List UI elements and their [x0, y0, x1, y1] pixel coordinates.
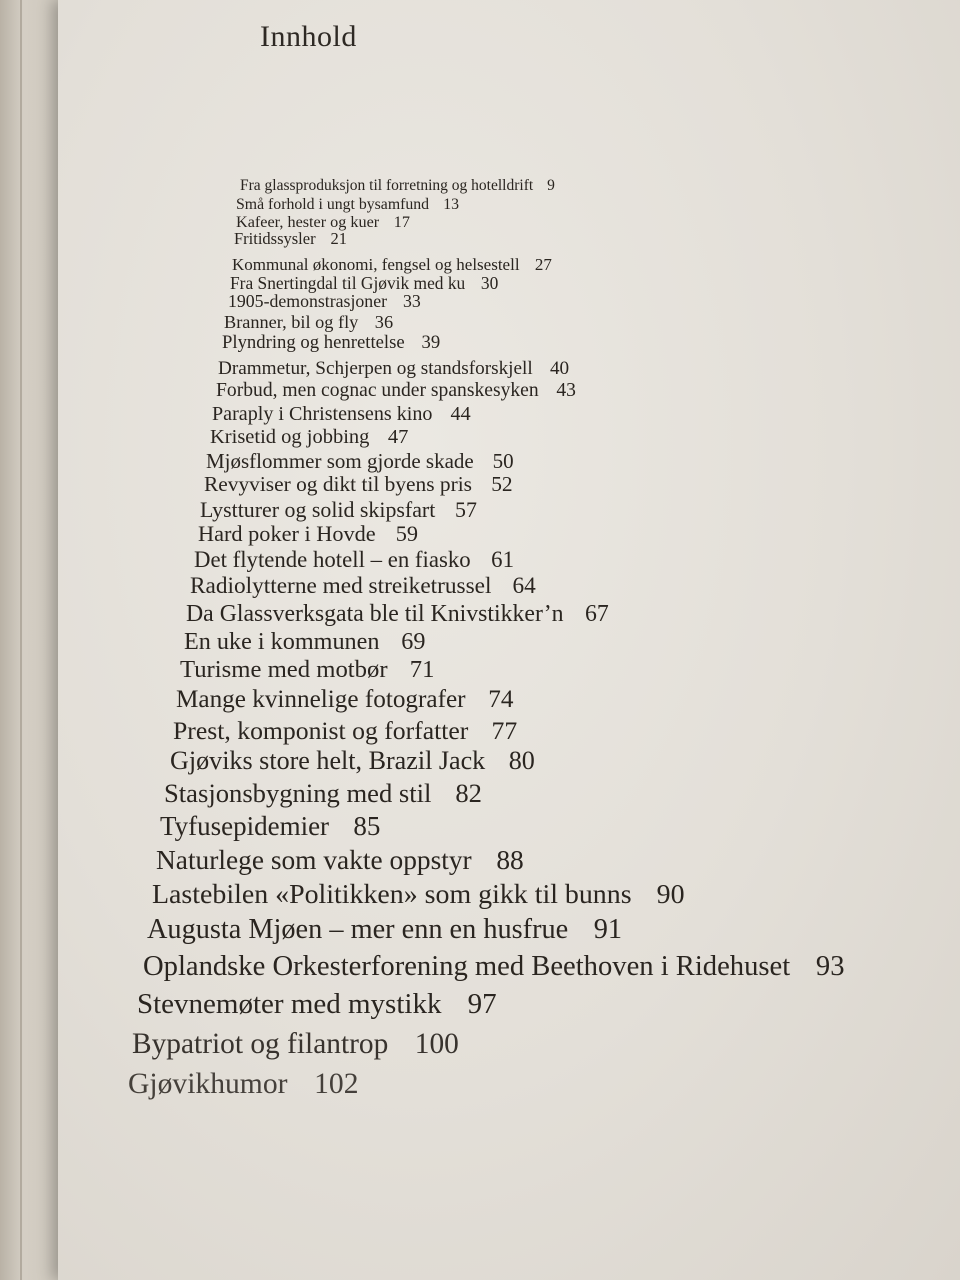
toc-entry-title: Gjøviks store helt, Brazil Jack [170, 746, 486, 775]
toc-entry [236, 197, 459, 213]
toc-entry-page-number: 61 [491, 547, 514, 572]
toc-entry-page-number: 77 [491, 716, 518, 745]
toc-entry-page-number: 88 [496, 845, 524, 875]
toc-entry-title: Paraply i Christensens kino [212, 403, 433, 425]
toc-entry-page-number: 40 [549, 358, 570, 379]
toc-entry [224, 313, 393, 331]
toc-entry-page-number: 13 [443, 196, 460, 213]
toc-entry-title: Oplandske Orkesterforening med Beethoven i Ridehuset [143, 951, 791, 982]
toc-entry [164, 780, 482, 807]
toc-entry [137, 990, 497, 1019]
toc-entry [160, 813, 380, 840]
toc-entry-title: Revyviser og dikt til byens pris [204, 472, 472, 496]
toc-entry [236, 214, 410, 230]
toc-entry-title: Små forhold i ungt bysamfund [236, 196, 430, 213]
toc-entry-page-number: 50 [492, 449, 514, 473]
book-page-edge [0, 0, 58, 1280]
toc-entry-title: Branner, bil og fly [224, 312, 359, 332]
toc-entry-title: Kommunal økonomi, fengsel og helsestell [232, 255, 520, 274]
toc-entry [204, 474, 513, 495]
toc-entry-page-number: 33 [403, 291, 421, 311]
toc-entry-title: Bypatriot og filantrop [132, 1028, 389, 1060]
toc-entry-page-number: 90 [656, 879, 685, 910]
toc-entry [232, 256, 552, 273]
toc-entry [170, 748, 535, 774]
toc-entry [184, 630, 425, 654]
toc-entry-page-number: 17 [393, 213, 410, 231]
toc-entry-page-number: 85 [353, 811, 381, 841]
toc-entry-page-number: 93 [815, 951, 845, 982]
toc-entry-title: Mange kvinnelige fotografer [176, 686, 466, 713]
toc-entry-page-number: 21 [330, 229, 347, 248]
toc-entry-page-number: 91 [593, 914, 622, 945]
toc-entry [234, 231, 347, 248]
toc-entry-title: Drammetur, Schjerpen og standsforskjell [218, 358, 533, 379]
toc-entry [228, 293, 421, 311]
toc-entry-title: Stasjonsbygning med stil [164, 778, 432, 808]
toc-entry [173, 718, 517, 744]
toc-entry-title: En uke i kommunen [184, 628, 380, 655]
toc-entry-title: Gjøvikhumor [128, 1068, 288, 1100]
toc-entry [206, 451, 514, 472]
toc-entry-page-number: 69 [401, 628, 426, 655]
toc-entry-page-number: 59 [395, 521, 419, 546]
toc-entry-title: Forbud, men cognac under spanskesyken [216, 380, 539, 401]
toc-entry [176, 687, 513, 712]
toc-entry [198, 523, 418, 545]
toc-entry-page-number: 36 [374, 312, 394, 332]
toc-entry [186, 603, 609, 627]
toc-entry [222, 334, 440, 353]
toc-entry-page-number: 97 [467, 988, 497, 1020]
toc-entry-title: Mjøsflommer som gjorde skade [206, 449, 474, 473]
toc-entry-title: Tyfusepidemier [160, 811, 330, 841]
toc-entry-title: Prest, komponist og forfatter [173, 716, 469, 745]
toc-entry-title: Fritidssysler [234, 229, 316, 248]
toc-entry [190, 575, 536, 598]
toc-entry-page-number: 71 [409, 656, 435, 683]
toc-entry-page-number: 100 [414, 1028, 459, 1060]
toc-entry [200, 499, 477, 521]
page-title: Innhold [260, 20, 357, 53]
toc-entry-page-number: 82 [455, 778, 482, 808]
toc-entry [210, 427, 408, 448]
toc-entry-title: Det flytende hotell – en fiasko [194, 547, 471, 572]
toc-entry-page-number: 80 [508, 746, 535, 775]
toc-entry [143, 953, 845, 982]
toc-entry-page-number: 30 [480, 273, 499, 293]
toc-entry-page-number: 39 [421, 332, 441, 353]
toc-entry-title: Stevnemøter med mystikk [137, 988, 442, 1020]
toc-entry-title: Lastebilen «Politikken» som gikk til bunns [152, 879, 632, 910]
toc-entry-page-number: 47 [387, 426, 409, 448]
toc-entry [194, 549, 514, 572]
toc-entry-page-number: 44 [450, 403, 471, 425]
toc-entry [180, 658, 434, 683]
toc-entry-title: Fra Snertingdal til Gjøvik med ku [230, 273, 466, 293]
toc-entry-page-number: 9 [547, 177, 555, 194]
toc-entry [128, 1070, 359, 1100]
toc-entry-page-number: 74 [488, 686, 514, 713]
toc-entry-title: Da Glassverksgata ble til Knivstikker’n [186, 601, 564, 627]
toc-entry-title: Lystturer og solid skipsfart [200, 497, 436, 522]
toc-entry-page-number: 67 [585, 601, 609, 627]
toc-entry-title: Hard poker i Hovde [198, 521, 376, 546]
toc-entry-title: Fra glassproduksjon til forretning og hotelldrift [240, 177, 534, 194]
toc-entry [132, 1030, 459, 1059]
toc-entry [212, 404, 471, 424]
toc-entry-title: Radiolytterne med streiketrussel [190, 573, 492, 599]
toc-entry [156, 847, 524, 874]
toc-entry [216, 381, 576, 401]
toc-entry-title: Augusta Mjøen – mer enn en husfrue [147, 914, 569, 945]
toc-entry-page-number: 64 [512, 573, 536, 599]
toc-entry [147, 916, 622, 944]
toc-entry-title: 1905-demonstrasjoner [228, 291, 388, 311]
toc-entry [152, 881, 685, 909]
toc-entry-page-number: 57 [455, 497, 477, 522]
toc-entry-page-number: 43 [556, 380, 576, 401]
toc-entry-title: Krisetid og jobbing [210, 426, 370, 448]
toc-entry [240, 178, 555, 194]
toc-entry-title: Naturlege som vakte oppstyr [156, 845, 472, 875]
toc-entry-page-number: 52 [491, 472, 513, 496]
toc-entry-title: Kafeer, hester og kuer [236, 213, 380, 231]
toc-entry-page-number: 27 [534, 255, 552, 274]
toc-entry [230, 275, 498, 292]
toc-entry-page-number: 102 [314, 1068, 359, 1100]
toc-entry-title: Turisme med motbør [180, 656, 388, 683]
toc-entry [218, 359, 569, 378]
toc-entry-title: Plyndring og henrettelse [222, 332, 405, 353]
